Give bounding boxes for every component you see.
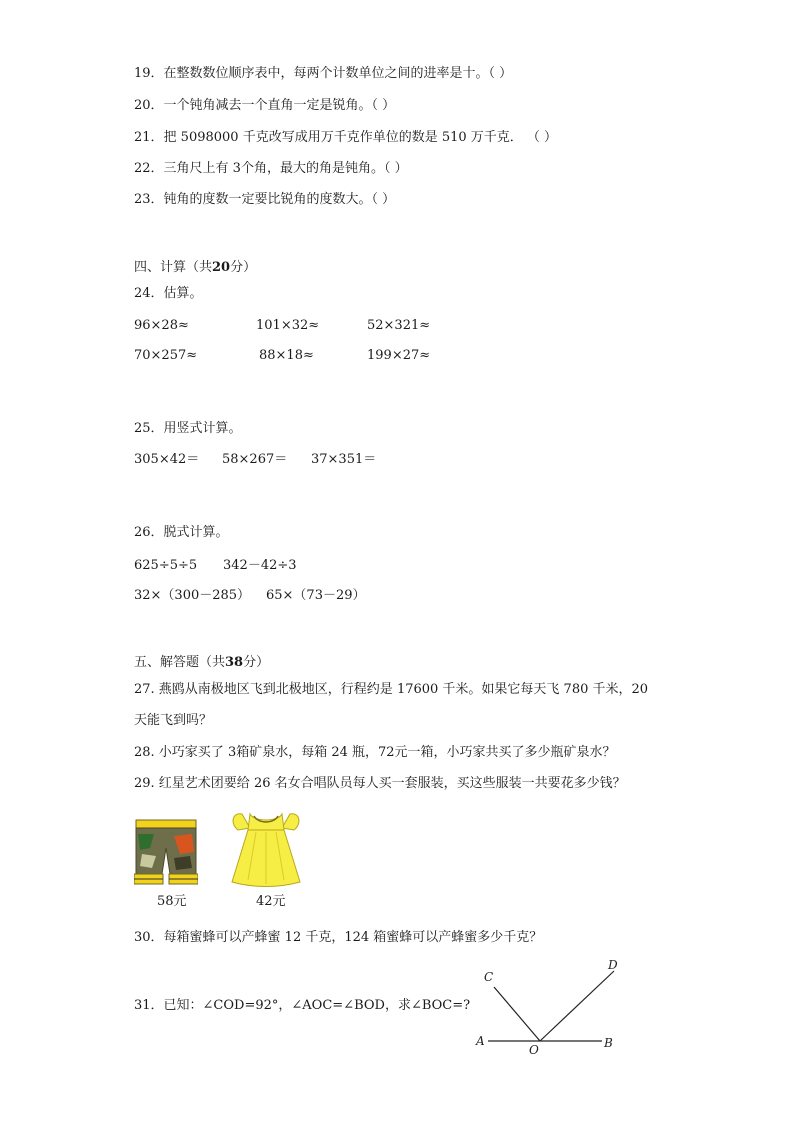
label-b: B bbox=[604, 1036, 613, 1050]
price-pants: 58元 bbox=[157, 894, 187, 909]
question-21: 21．把 5098000 千克改写成用万千克作单位的数是 510 万千克． （ ） bbox=[134, 130, 558, 145]
question-29: 29. 红星艺术团要给 26 名女合唱队员每人买一套服装，买这些服装一共要花多少钱？ bbox=[134, 776, 626, 791]
section-5-label: 五、解答题（共 bbox=[134, 655, 226, 670]
question-19: 19．在整数数位顺序表中，每两个计数单位之间的进率是十。（ ） bbox=[134, 66, 513, 81]
label-o: O bbox=[529, 1043, 539, 1057]
shorts-image bbox=[134, 818, 198, 886]
q25-item: 305×42＝ bbox=[134, 452, 200, 467]
q26-item: 625÷5÷5 bbox=[134, 558, 198, 573]
question-22: 22．三角尺上有 3个角，最大的角是钝角。（ ） bbox=[134, 161, 408, 176]
q24-item: 70×257≈ bbox=[134, 348, 198, 363]
q25-item: 58×267＝ bbox=[222, 452, 288, 467]
section-5-unit: 分） bbox=[243, 655, 270, 670]
section-4-label: 四、计算（共 bbox=[134, 260, 213, 275]
question-27-line-1: 27. 燕鸥从南极地区飞到北极地区，行程约是 17600 千米。如果它每天飞 780 千米，20 bbox=[134, 682, 649, 697]
question-25-title: 25．用竖式计算。 bbox=[134, 421, 242, 436]
question-31: 31．已知：∠COD=92°，∠AOC=∠BOD，求∠BOC=? bbox=[134, 998, 471, 1013]
dress-image bbox=[228, 808, 304, 888]
question-20: 20．一个钝角减去一个直角一定是锐角。（ ） bbox=[134, 98, 396, 113]
section-5-points: 38 bbox=[225, 655, 244, 670]
question-23: 23．钝角的度数一定要比锐角的度数大。（ ） bbox=[134, 192, 396, 207]
question-27-line-2: 天能飞到吗？ bbox=[134, 713, 213, 728]
q24-item: 88×18≈ bbox=[259, 348, 314, 363]
q25-item: 37×351＝ bbox=[311, 452, 377, 467]
question-24-title: 24．估算。 bbox=[134, 286, 203, 301]
label-a: A bbox=[476, 1034, 485, 1048]
q24-item: 52×321≈ bbox=[367, 318, 431, 333]
question-28: 28. 小巧家买了 3箱矿泉水，每箱 24 瓶，72元一箱，小巧家共买了多少瓶矿泉水？ bbox=[134, 745, 616, 760]
q26-item: 65×（73－29） bbox=[266, 588, 366, 603]
q24-item: 96×28≈ bbox=[134, 318, 189, 333]
section-4-title bbox=[134, 259, 256, 277]
question-26-title: 26．脱式计算。 bbox=[134, 525, 229, 540]
question-30: 30．每箱蜜蜂可以产蜂蜜 12 千克，124 箱蜜蜂可以产蜂蜜多少千克？ bbox=[134, 930, 543, 945]
q24-item: 199×27≈ bbox=[367, 348, 431, 363]
section-4-unit: 分） bbox=[230, 260, 257, 275]
label-d: D bbox=[608, 958, 618, 972]
label-c: C bbox=[484, 970, 494, 984]
section-5-title bbox=[134, 654, 269, 672]
q26-item: 342－42÷3 bbox=[223, 558, 297, 573]
angle-diagram bbox=[470, 955, 630, 1060]
q24-item: 101×32≈ bbox=[256, 318, 320, 333]
section-4-points: 20 bbox=[212, 260, 231, 275]
q26-item: 32×（300－285） bbox=[134, 588, 251, 603]
price-dress: 42元 bbox=[256, 894, 286, 909]
